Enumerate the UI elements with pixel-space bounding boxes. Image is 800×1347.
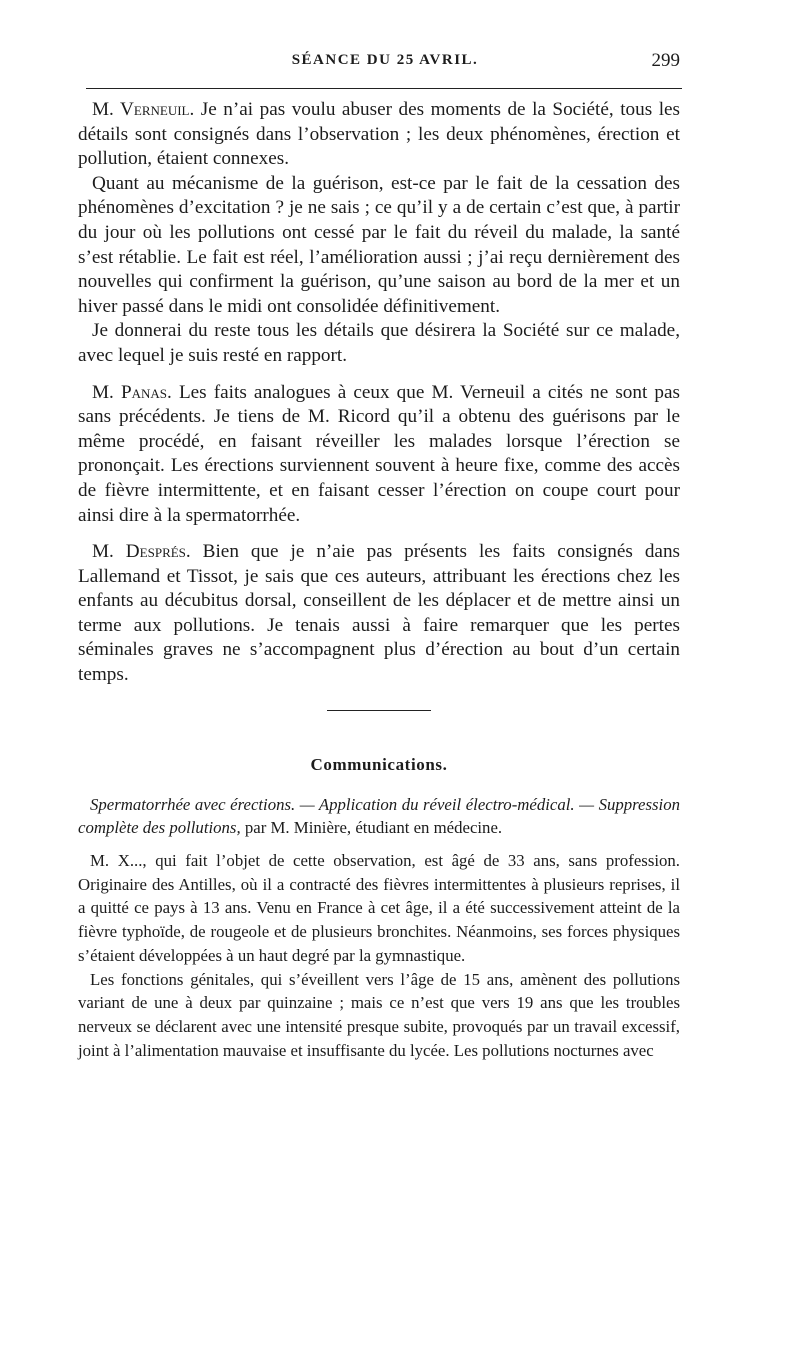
section-divider bbox=[327, 710, 431, 711]
section-title: Communications. bbox=[310, 754, 448, 774]
paragraph-verneuil-3: Je donnerai du reste tous les détails que désirera la Société sur ce malade, avec lequel je suis resté en rapport. bbox=[78, 320, 680, 366]
communication-author: par M. Minière, étudiant en médecine. bbox=[244, 818, 503, 838]
paragraph-text: Les faits analogues à ceux que M. Verneuil a cités ne sont pas sans précédents. Je tiens de M. Ricord qu’il a obtenu des guérisons par le même procédé, en faisant réveiller les malades lorsque l’érection se prononçait. Les érections surviennent souvent à heure fixe, comme des accès de fièvre intermittente, et en faisant cesser l’érection on coupe court pour ainsi dire à la spermatorrhée. bbox=[78, 381, 680, 526]
spacer bbox=[78, 369, 680, 381]
paragraph-verneuil-1 bbox=[78, 98, 680, 172]
header-rule bbox=[86, 88, 682, 89]
speaker-despres: M. Després. bbox=[92, 541, 191, 563]
spacer bbox=[78, 528, 680, 540]
speaker-panas: M. Panas. bbox=[92, 381, 172, 403]
paragraph-panas bbox=[78, 381, 680, 529]
spacer bbox=[78, 840, 680, 849]
main-text bbox=[78, 98, 680, 1062]
paragraph-verneuil-2: Quant au mécanisme de la guérison, est-ce par le fait de la cessation des phénomènes d’excitation ? je ne sais ; ce qu’il y a de certain c’est que, à partir du jour où les pollutions ont cessé par le fait du réveil du malade, la santé s’est rétablie. Le fait est réel, l’amélioration aussi ; j’ai reçu dernièrement des nouvelles qui confirment la guérison, qu’une saison au bord de la mer et un hiver passé dans le midi ont consolidée définitivement. bbox=[78, 172, 680, 317]
communication-title-italic: Spermatorrhée avec érections. — Application du réveil électro-médical. — Suppression complète des pollutions, bbox=[78, 794, 680, 838]
speaker-verneuil: M. Verneuil. bbox=[92, 99, 195, 120]
communication-subtitle bbox=[78, 793, 680, 840]
paragraph-despres bbox=[78, 540, 680, 688]
running-header bbox=[90, 50, 680, 76]
header-title: SÉANCE DU 25 AVRIL. bbox=[291, 52, 479, 68]
observation-paragraph-2: Les fonctions génitales, qui s’éveillent vers l’âge de 15 ans, amènent des pollutions variant de une à deux par quinzaine ; mais ce n’est que vers 19 ans que les troubles nerveux se déclarent avec une intensité presque subite, provoqués par un travail excessif, joint à l’alimentation mauvaise et insuffisante du lycée. Les pollutions nocturnes avec bbox=[78, 969, 680, 1060]
page-number: 299 bbox=[651, 50, 680, 71]
paragraph-text: Bien que je n’aie pas présents les faits consignés dans Lallemand et Tissot, je sais que ces auteurs, attribuant les érections chez les enfants au décubitus dorsal, conseillent de les déplacer et de mettre ainsi un terme aux pollutions. Je tenais aussi à faire remarquer que les pertes séminales graves ne s’accompagnent plus d’érection au bout d’un certain temps. bbox=[78, 541, 681, 686]
observation-paragraph-1: M. X..., qui fait l’objet de cette observation, est âgé de 33 ans, sans profession. Originaire des Antilles, où il a contracté des fièvres intermittentes à plusieurs reprises, il a quitté ce pays à 13 ans. Venu en France à cet âge, il a été successivement atteint de la fièvre typhoïde, de rougeole et de plusieurs bronchites. Néanmoins, ses forces physiques s’étaient développées à un haut degré par la gymnastique. bbox=[78, 851, 680, 965]
paragraph-text: Je n’ai pas voulu abuser des moments de la Société, tous les détails sont consignés dans l’observation ; les deux phénomènes, érection et pollution, étaient connexes. bbox=[78, 99, 681, 170]
